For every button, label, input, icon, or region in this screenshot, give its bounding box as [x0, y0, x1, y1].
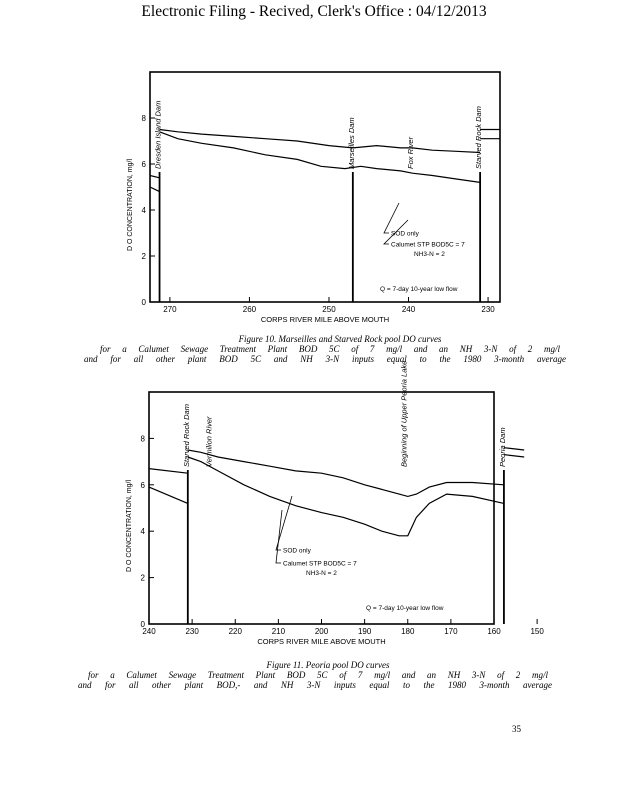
filing-header: Electronic Filing - Recived, Clerk's Office : 04/12/2013: [141, 3, 487, 20]
calumet-label: Calumet STP BOD5C = 7: [391, 241, 465, 249]
dam-label: Dresden Island Dam: [153, 100, 163, 169]
series-line-3: [150, 176, 160, 178]
y-tick-label: 8: [141, 114, 146, 123]
plot-frame: [149, 392, 494, 624]
figure-11-caption-line3: and for all other plant BOD,- and NH 3-N inputs equal to the 1980 3-month average: [78, 680, 552, 690]
figure-10-svg: [112, 70, 512, 332]
x-tick-label: 210: [271, 627, 286, 636]
y-axis-label: D O CONCENTRATION, mg/l: [126, 479, 133, 573]
series-line-4: [150, 187, 160, 192]
dam-label: Peoria Dam: [497, 427, 507, 467]
dam-label: Starved Rock Dam: [474, 106, 484, 169]
figure-10-caption-line1: Figure 10. Marseilles and Starved Rock pool DO curves: [238, 334, 442, 344]
calumet-label: Calumet STP BOD5C = 7: [283, 560, 357, 568]
x-tick-label: 230: [185, 627, 199, 636]
series-line-4: [149, 487, 188, 503]
x-tick-label: 220: [228, 627, 242, 636]
x-tick-label: 200: [314, 627, 329, 636]
flow-note: Q = 7-day 10-year low flow: [380, 286, 458, 293]
x-tick-label: 160: [487, 627, 501, 636]
page-number: 35: [512, 724, 521, 734]
y-tick-label: 4: [141, 206, 146, 215]
y-tick-label: 6: [141, 160, 146, 169]
x-tick-label: 230: [481, 305, 495, 314]
sod-leader: [384, 203, 399, 233]
river-label: Fox River: [406, 136, 416, 169]
nh3-label: NH3-N = 2: [414, 251, 445, 258]
x-tick-label: 170: [444, 627, 458, 636]
figure-10-caption: [84, 334, 566, 364]
series-line-1: [188, 450, 504, 496]
plot-frame: [150, 72, 500, 302]
figure-11-svg: [112, 360, 544, 656]
series-line-6: [504, 455, 524, 457]
series-line-1: [160, 130, 481, 153]
dam-label: Starved Rock Dam: [181, 404, 191, 467]
river-label: Beginning of Upper Peoria Lake: [399, 360, 409, 467]
x-tick-label: 270: [163, 305, 177, 314]
x-tick-label: 250: [322, 305, 336, 314]
nh3-label: NH3-N = 2: [306, 570, 337, 577]
figure-11-caption: [78, 660, 552, 690]
y-tick-label: 8: [140, 434, 145, 444]
x-tick-label: 240: [401, 305, 416, 314]
figure-11-chart: [112, 360, 544, 656]
y-tick-label: 2: [140, 573, 145, 583]
x-tick-label: 150: [530, 627, 544, 636]
figure-10-caption-line3: and for all other plant BOD 5C and NH 3-N inputs equal to the 1980 3-month average: [84, 354, 566, 364]
series-line-5: [504, 448, 524, 450]
figure-10-caption-line2: for a Calumet Sewage Treatment Plant BOD 5C of 7 mg/l and an NH 3-N of 2 mg/l: [100, 344, 560, 354]
series-line-2: [188, 457, 504, 536]
calumet-leader: [276, 510, 282, 563]
y-tick-label: 4: [140, 527, 145, 537]
sod-label: SOD only: [391, 230, 419, 238]
sod-label: SOD only: [283, 547, 311, 555]
y-tick-label: 2: [141, 252, 146, 261]
y-tick-label: 0: [140, 620, 145, 629]
flow-note: Q = 7-day 10-year low flow: [366, 605, 444, 612]
x-axis-label: CORPS RIVER MILE ABOVE MOUTH: [260, 315, 390, 324]
x-tick-label: 180: [401, 627, 415, 636]
y-tick-label: 6: [140, 480, 145, 490]
figure-10-chart: [112, 70, 512, 332]
x-tick-label: 240: [142, 627, 156, 636]
figure-11-caption-line2: for a Calumet Sewage Treatment Plant BOD 5C of 7 mg/l and an NH 3-N of 2 mg/l: [88, 670, 548, 680]
x-tick-label: 190: [357, 627, 372, 636]
x-axis-label: CORPS RIVER MILE ABOVE MOUTH: [257, 637, 386, 646]
x-tick-label: 260: [242, 305, 257, 314]
river-label: Vermilion River: [204, 416, 214, 467]
dam-label: Marseilles Dam: [346, 117, 356, 169]
y-axis-label: D O CONCENTRATION, mg/l: [127, 158, 134, 252]
series-line-2: [160, 132, 481, 183]
figure-11-caption-line1: Figure 11. Peoria pool DO curves: [266, 660, 390, 670]
y-tick-label: 0: [141, 298, 146, 307]
series-line-3: [149, 469, 188, 474]
